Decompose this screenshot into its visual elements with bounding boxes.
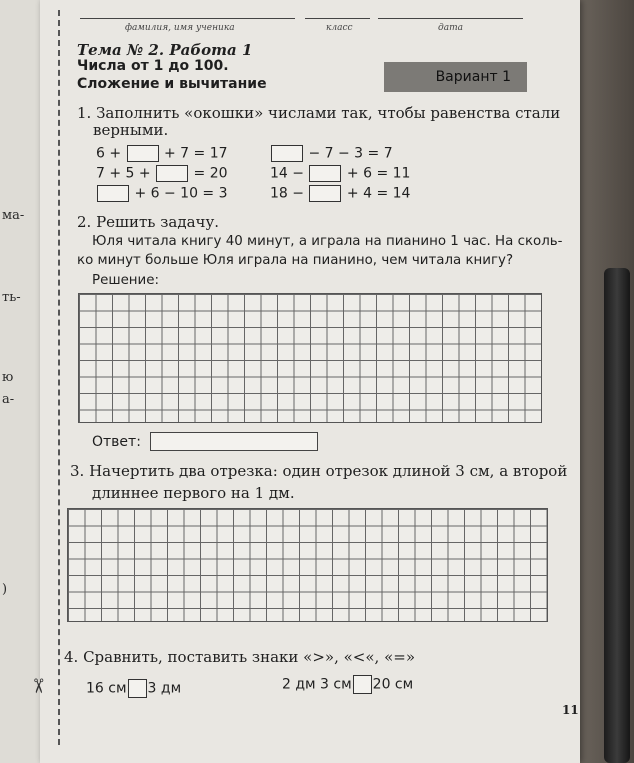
class-line — [305, 18, 370, 19]
answer-box[interactable] — [271, 145, 303, 162]
answer-box[interactable] — [309, 165, 341, 182]
title-line-2: Сложение и вычитание — [77, 76, 267, 92]
date-line — [378, 18, 523, 19]
answer-box[interactable] — [127, 145, 159, 162]
task1-heading: 1. Заполнить «окошки» числами так, чтобы равенства стали — [77, 104, 561, 122]
solution-grid[interactable] — [78, 293, 542, 423]
task2-text-1: Юля читала книгу 40 минут, а играла на пианино 1 час. На сколь- — [92, 234, 563, 249]
name-label: фамилия, имя ученика — [125, 23, 235, 33]
task1-heading-cont: верными. — [93, 121, 169, 139]
equation-3: + 6 − 10 = 3 — [96, 185, 228, 202]
scissors-icon: ✂ — [26, 677, 51, 695]
equation-6: 18 − + 4 = 14 — [270, 185, 411, 202]
task2-text-2: ко минут больше Юля играла на пианино, чем читала книгу? — [77, 253, 514, 268]
left-page-fragment: ) — [2, 582, 8, 597]
left-page-edge — [0, 0, 40, 763]
answer-box[interactable] — [156, 165, 188, 182]
solution-label: Решение: — [92, 273, 160, 288]
equation-4: − 7 − 3 = 7 — [270, 145, 393, 162]
equation-5: 14 − + 6 = 11 — [270, 165, 411, 182]
date-label: дата — [438, 23, 463, 33]
equation-1: 6 + + 7 = 17 — [96, 145, 228, 162]
task3-heading-cont: длиннее первого на 1 дм. — [92, 484, 295, 502]
left-page-fragment: ть- — [2, 290, 21, 305]
task4-heading: 4. Сравнить, поставить знаки «>», «<«, «=» — [64, 648, 415, 666]
compare-2: 2 дм 3 см 20 см — [282, 676, 414, 693]
title-line-1: Числа от 1 до 100. — [77, 58, 229, 74]
answer-field[interactable] — [150, 432, 318, 451]
pen — [604, 268, 630, 763]
left-page-fragment: ма- — [2, 208, 25, 223]
sign-box[interactable] — [353, 675, 372, 694]
answer-label: Ответ: — [92, 434, 141, 450]
equation-2: 7 + 5 + = 20 — [96, 165, 228, 182]
drawing-grid[interactable] — [67, 508, 548, 622]
class-label: класс — [326, 23, 353, 33]
page-number: 11 — [562, 703, 579, 717]
task2-heading: 2. Решить задачу. — [77, 213, 220, 231]
compare-1: 16 см 3 дм — [86, 680, 182, 697]
left-page-fragment: а- — [2, 392, 15, 407]
left-page-fragment: ю — [2, 370, 14, 385]
answer-box[interactable] — [309, 185, 341, 202]
task3-heading: 3. Начертить два отрезка: один отрезок длиной 3 см, а второй — [70, 462, 568, 480]
variant-badge: Вариант 1 — [384, 62, 527, 92]
topic-title: Тема № 2. Работа 1 — [77, 41, 253, 59]
table-background — [574, 0, 634, 763]
sign-box[interactable] — [128, 679, 147, 698]
cut-line — [58, 10, 60, 745]
name-line — [80, 18, 295, 19]
answer-box[interactable] — [97, 185, 129, 202]
